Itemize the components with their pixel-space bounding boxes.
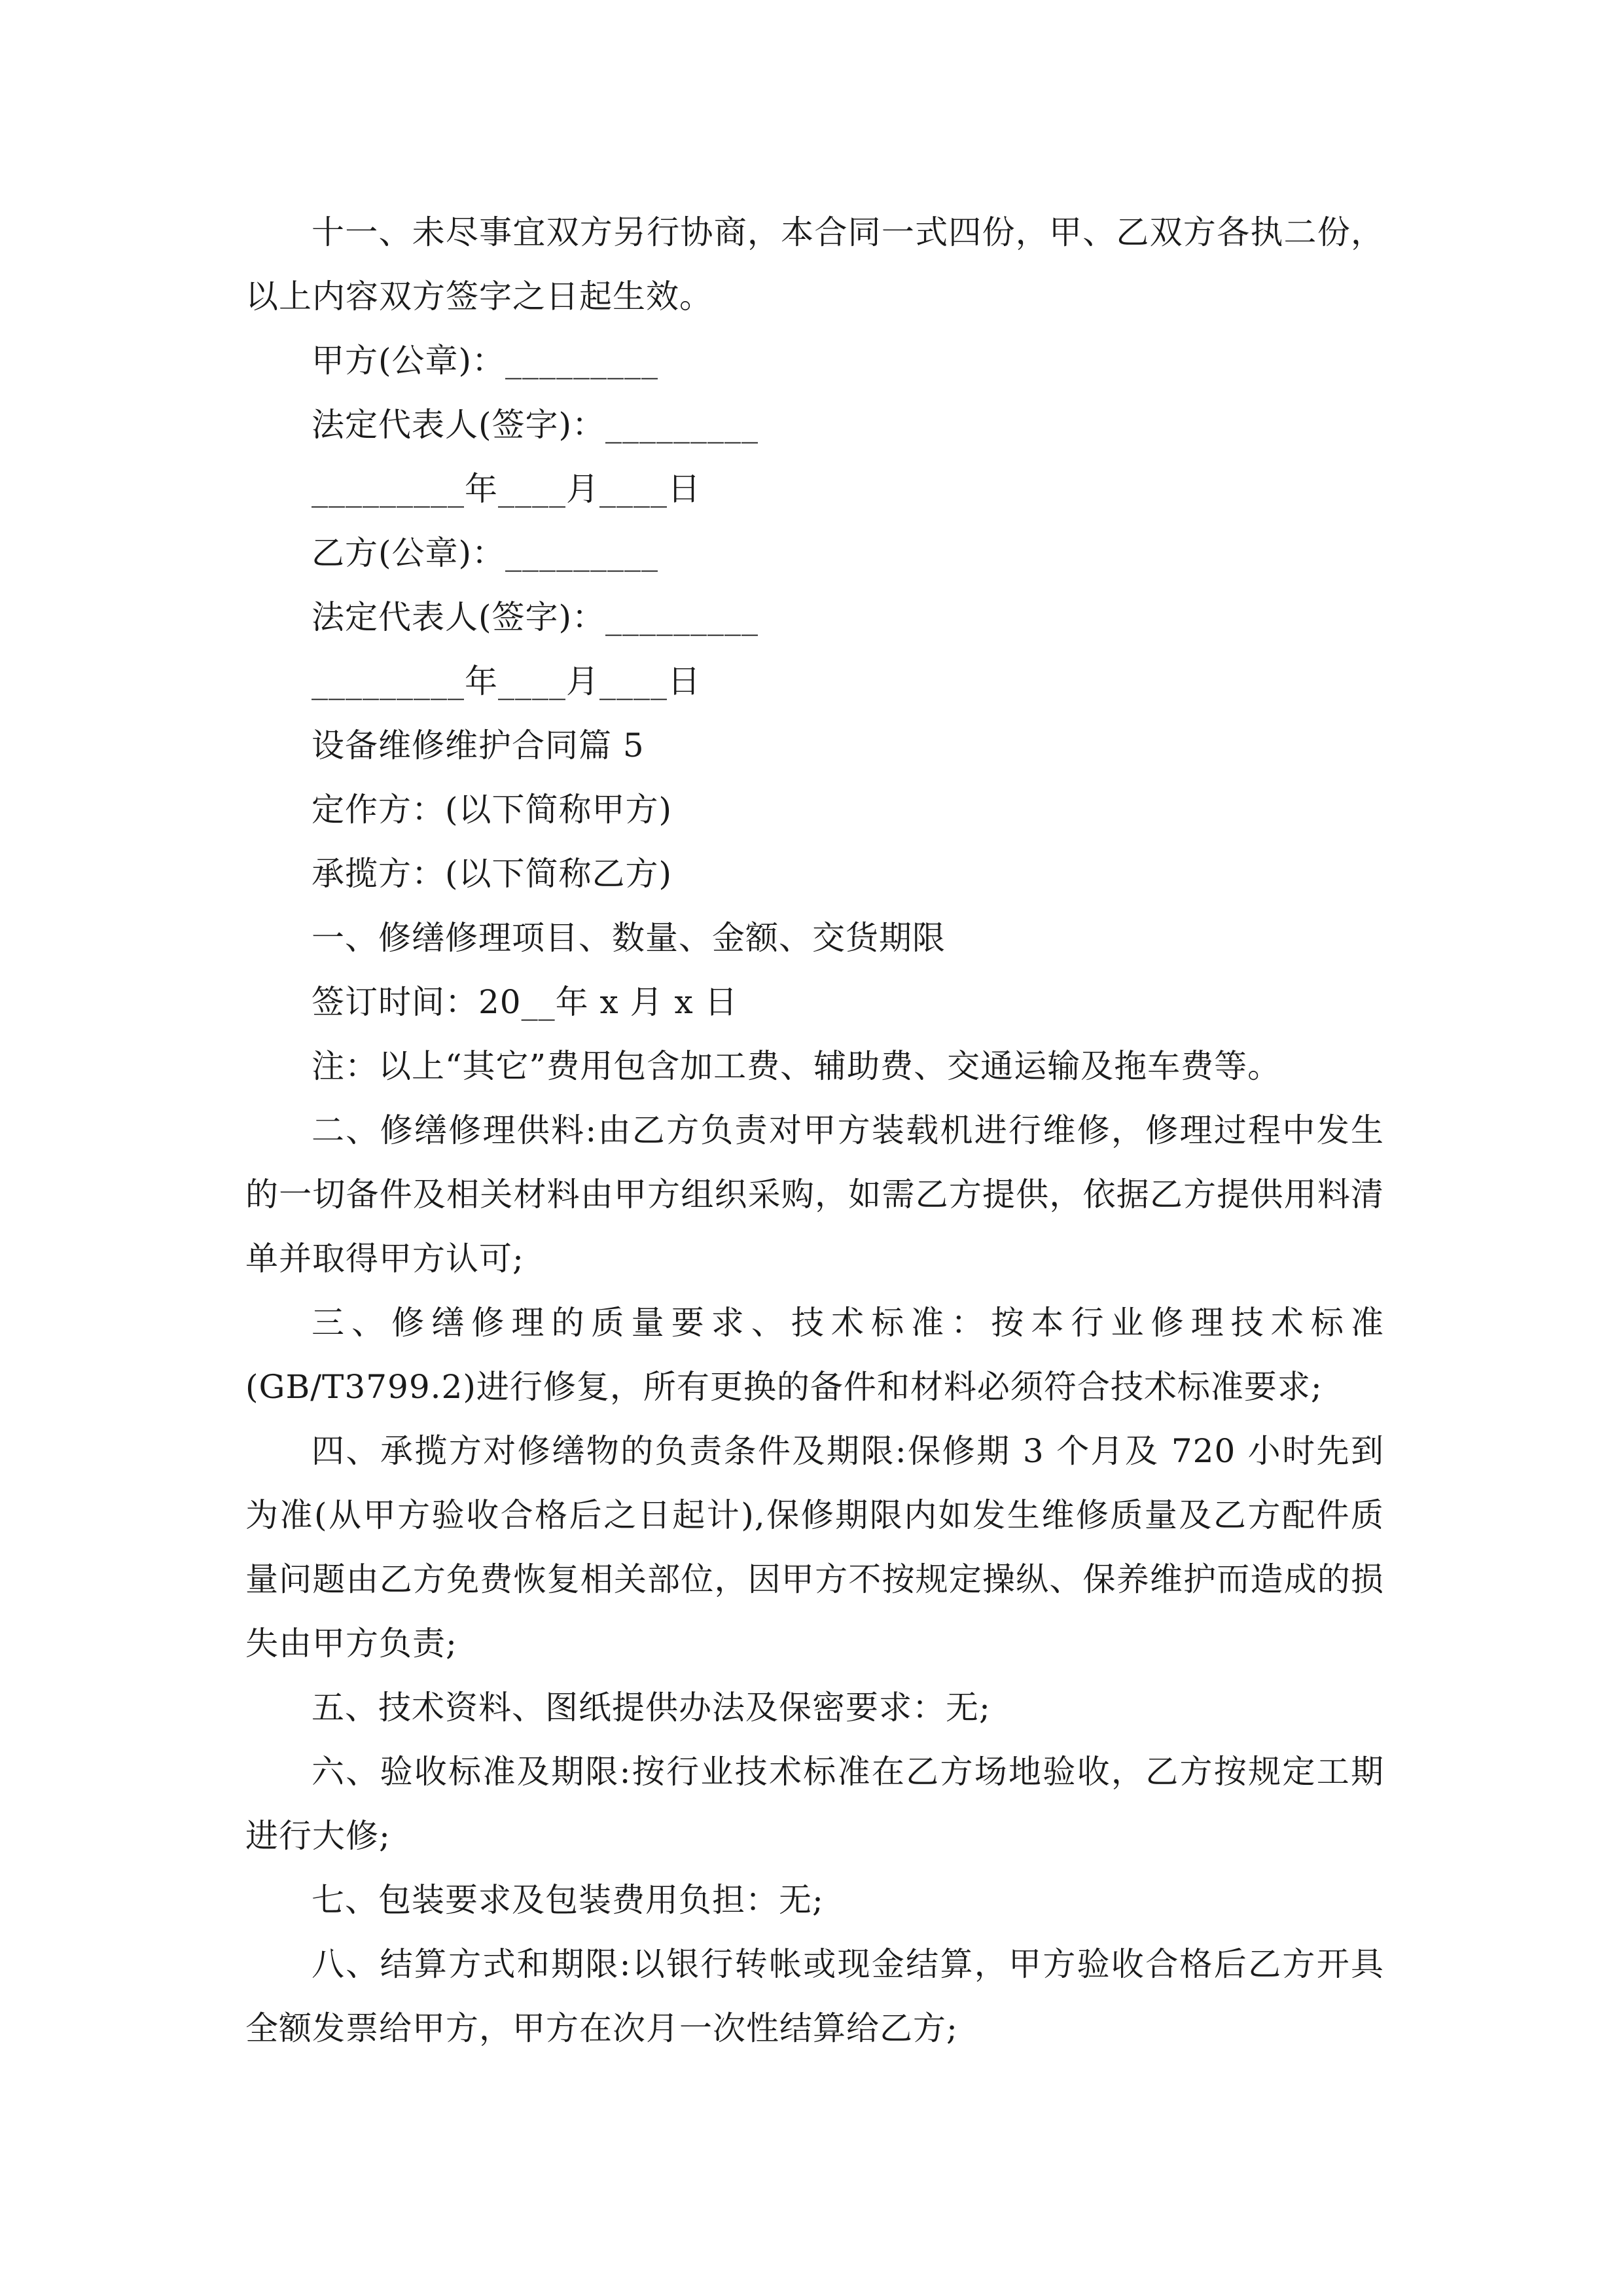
ordering-party-line: 定作方：(以下简称甲方) [312, 791, 673, 829]
clause-one: 一、修缮修理项目、数量、金额、交货期限 [312, 919, 946, 957]
clause-seven: 七、包装要求及包装费用负担：无; [312, 1881, 824, 1919]
signing-time-line: 签订时间：20__年 x 月 x 日 [312, 983, 738, 1021]
clause-eight: 八、结算方式和期限:以银行转帐或现金结算，甲方验收合格后乙方开具全额发票给甲方，甲方在次月一次性结算给乙方; [245, 1945, 1384, 2047]
party-a-date-line: _________年____月____日 [312, 470, 701, 508]
clause-four: 四、承揽方对修缮物的负责条件及期限:保修期 3 个月及 720 小时先到为准(从甲方验收合格后之日起计),保修期限内如发生维修质量及乙方配件质量问题由乙方免费恢复相关部位，因甲方不按规定操纵、保养维护而造成的损失由甲方负责; [245, 1432, 1384, 1662]
party-a-representative-line: 法定代表人(签字)：_________ [312, 406, 759, 444]
party-a-seal-line: 甲方(公章)：_________ [312, 342, 659, 380]
party-b-representative-line: 法定代表人(签字)：_________ [312, 598, 759, 636]
document-body [245, 200, 1384, 2060]
clause-six: 六、验收标准及期限:按行业技术标准在乙方场地验收，乙方按规定工期进行大修; [245, 1753, 1384, 1855]
clause-five: 五、技术资料、图纸提供办法及保密要求：无; [312, 1689, 991, 1727]
contractor-line: 承揽方：(以下简称乙方) [312, 855, 673, 893]
party-b-date-line: _________年____月____日 [312, 662, 701, 700]
party-b-seal-line: 乙方(公章)：_________ [312, 534, 659, 572]
section-title: 设备维修维护合同篇 5 [312, 726, 645, 764]
clause-three: 三、修缮修理的质量要求、技术标准：按本行业修理技术标准(GB/T3799.2)进行修复，所有更换的备件和材料必须符合技术标准要求; [245, 1304, 1384, 1406]
clause-eleven: 十一、未尽事宜双方另行协商，本合同一式四份，甲、乙双方各执二份，以上内容双方签字之日起生效。 [245, 213, 1384, 315]
note-line: 注：以上“其它”费用包含加工费、辅助费、交通运输及拖车费等。 [312, 1047, 1281, 1085]
clause-two: 二、修缮修理供料:由乙方负责对甲方装载机进行维修，修理过程中发生的一切备件及相关材料由甲方组织采购，如需乙方提供，依据乙方提供用料清单并取得甲方认可; [245, 1111, 1384, 1278]
